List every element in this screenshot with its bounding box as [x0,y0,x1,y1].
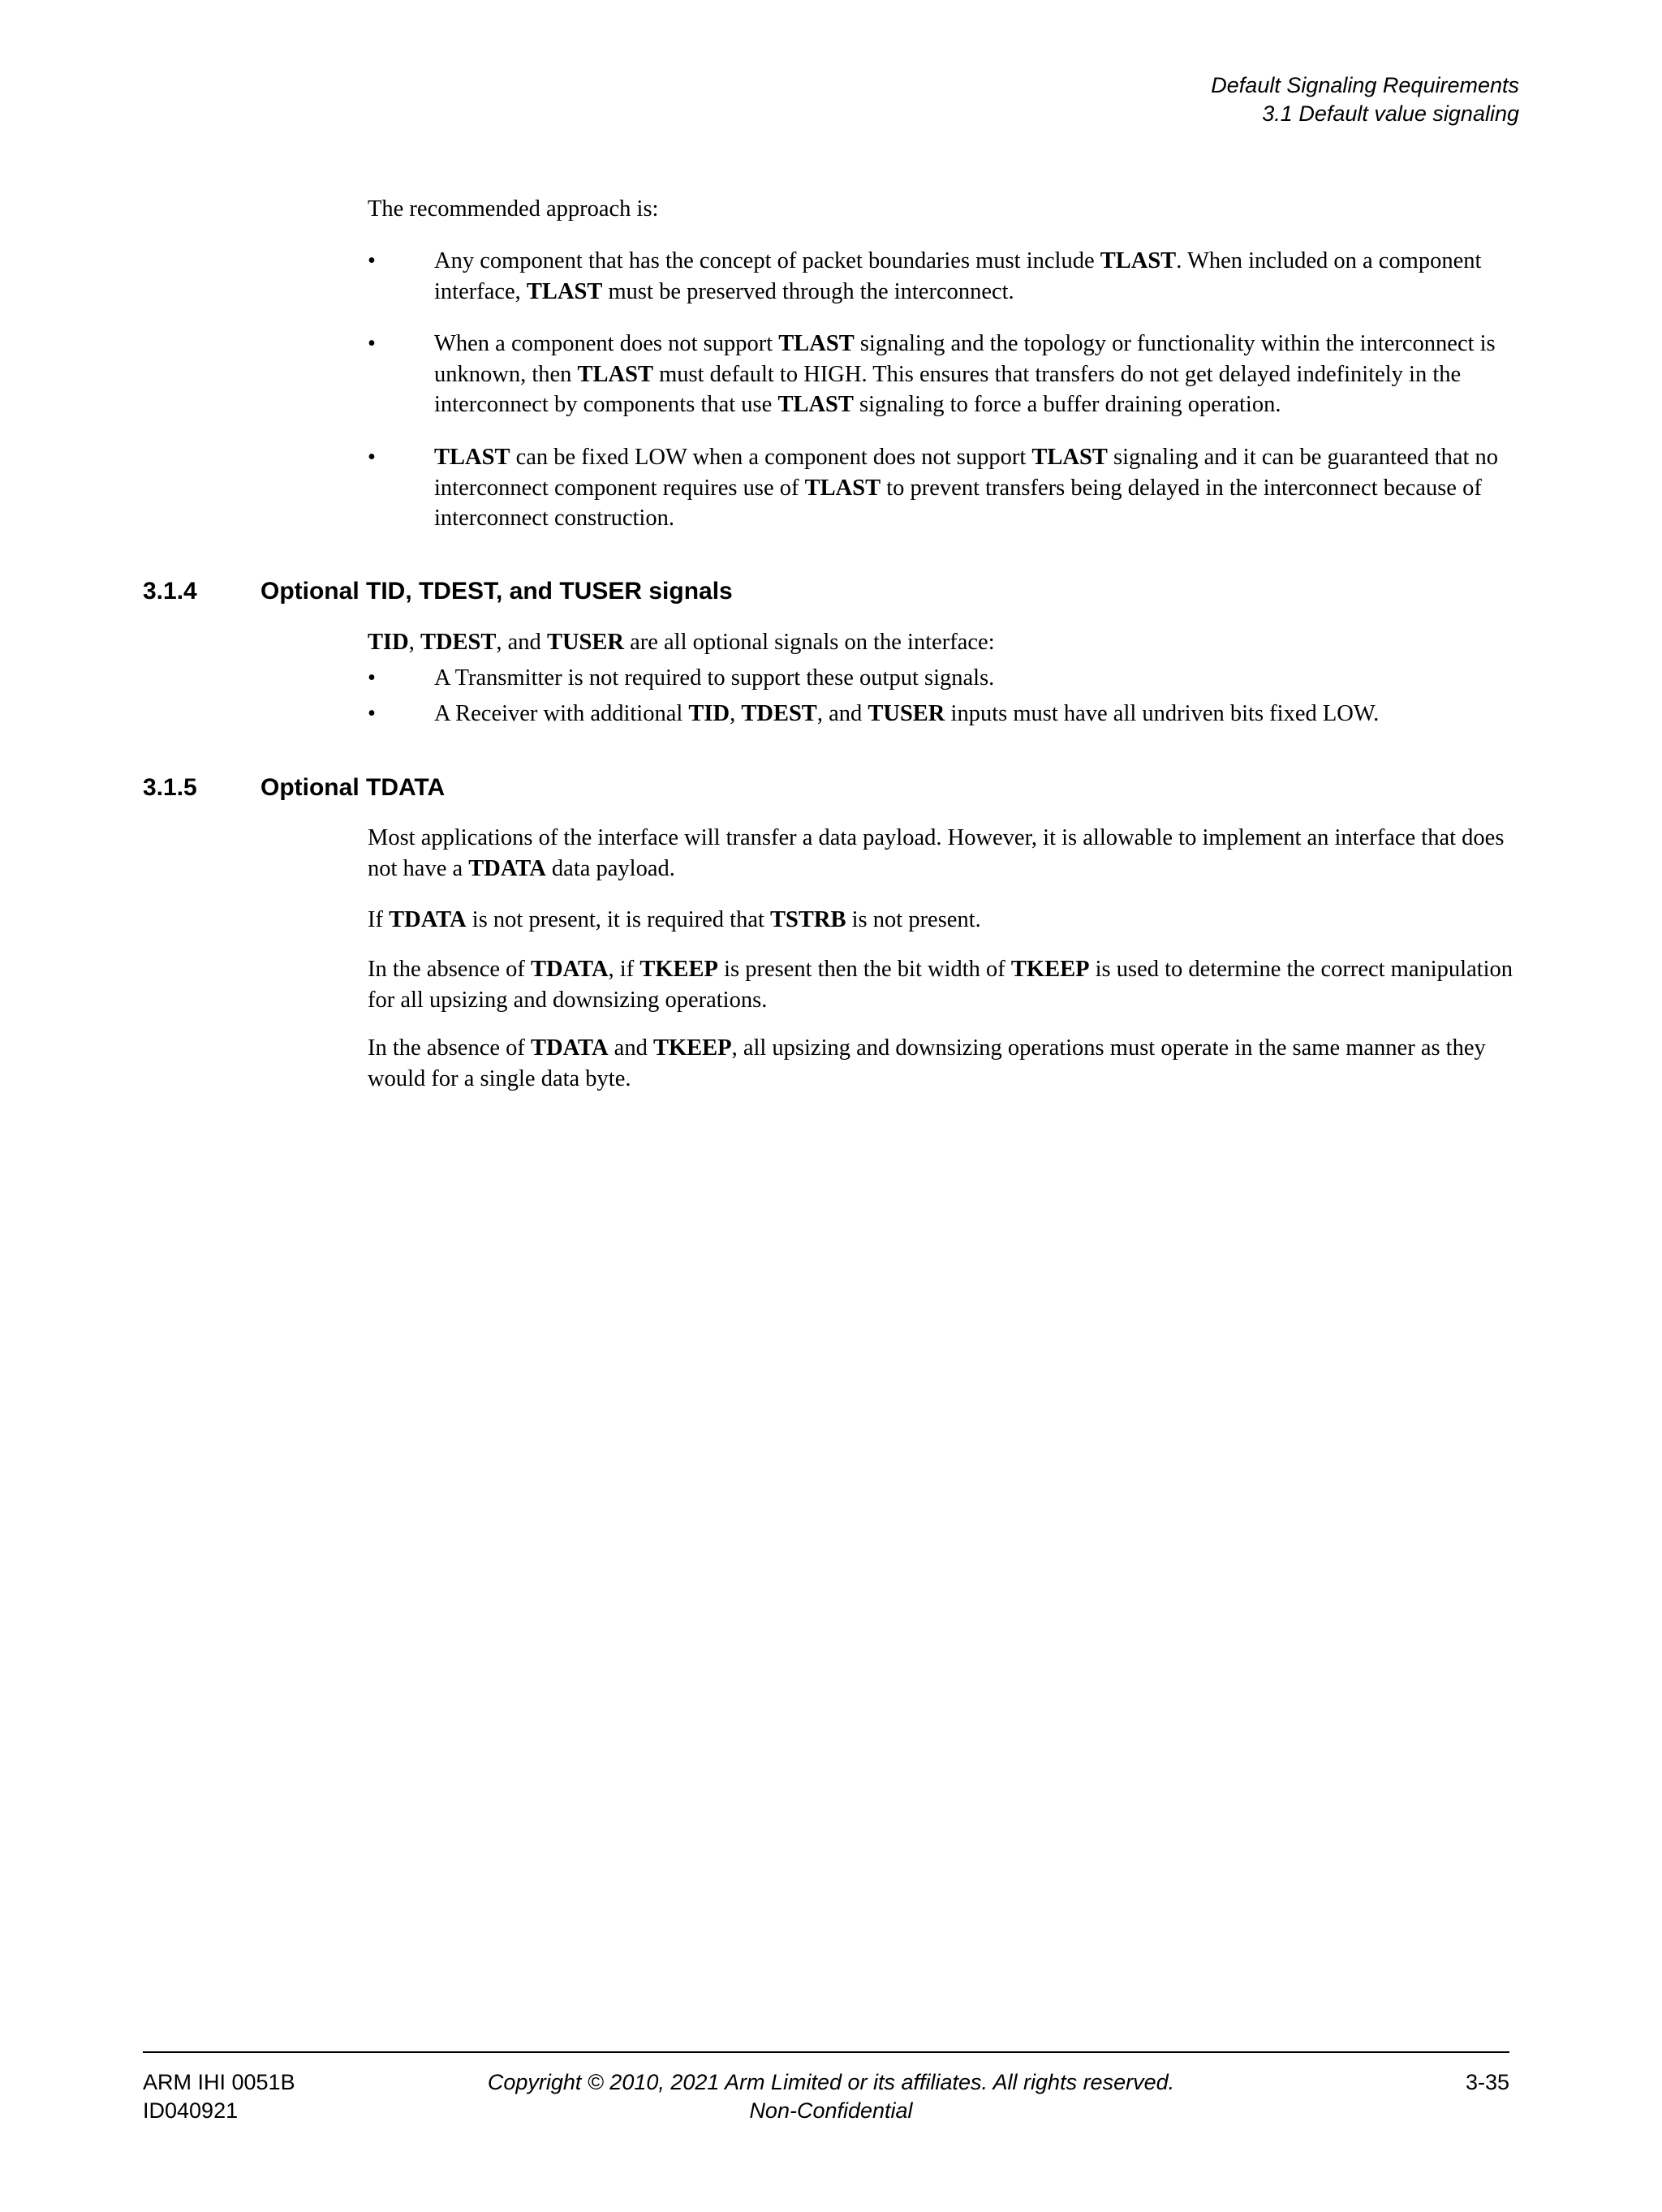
header-chapter: Default Signaling Requirements [1211,73,1519,97]
bullet-glyph: • [368,331,376,356]
footer-copyright-block [0,2068,1662,2125]
section-title: Optional TID, TDEST, and TUSER signals [260,578,733,605]
signal-name: TKEEP [652,1035,732,1061]
section-number: 3.1.5 [143,774,197,801]
signal-name: TKEEP [1010,957,1090,982]
intro-paragraph: The recommended approach is: [368,196,659,222]
signal-name: TLAST [434,445,510,470]
signal-name: TLAST [577,361,653,387]
section-lead-paragraph: TID, TDEST, and TUSER are all optional signals on the interface: [368,630,995,655]
bullet-glyph: • [368,665,376,691]
paragraph: If TDATA is not present, it is required that TSTRB is not present. [368,907,981,932]
signal-name: TKEEP [639,957,718,982]
signal-name: TLAST [526,278,603,304]
header-section: 3.1 Default value signaling [1262,101,1519,126]
paragraph: In the absence of TDATA, if TKEEP is present then the bit width of TKEEP is used to determine the correct manipulation for all upsizing and downsizing operations. [368,957,1513,1013]
signal-name: TUSER [868,701,945,726]
paragraph: In the absence of TDATA and TKEEP, all upsizing and downsizing operations must operate in the same manner as they would for a single data byte. [368,1035,1486,1091]
signal-name: TDATA [468,855,546,881]
list-item-text: TLAST can be fixed LOW when a component does not support TLAST signaling and it can be guaranteed that no interconnect component requires use of TLAST to prevent transfers being delayed in the interconnect because of interconnect construction. [434,445,1499,531]
footer-issue-id: ID040921 [143,2098,239,2123]
section-number: 3.1.4 [143,578,197,605]
footer-doc-id: ARM IHI 0051B [143,2070,295,2094]
signal-name: TLAST [778,331,855,356]
signal-name: TUSER [546,630,624,655]
footer-divider [143,2051,1509,2053]
signal-name: TLAST [804,475,881,501]
signal-name: TDATA [389,907,467,932]
list-item [368,246,1528,307]
section-heading-3-1-4 [143,576,733,607]
list-item [368,699,1528,729]
section-heading-3-1-5 [143,772,445,803]
footer-page-number: 3-35 [1465,2070,1509,2094]
running-header [1211,71,1519,128]
list-item [368,442,1528,534]
signal-name: TID [368,630,409,655]
signal-name: TLAST [1100,248,1177,273]
signal-name: TDATA [531,957,609,982]
list-item-text: Any component that has the concept of packet boundaries must include TLAST. When included on a component interface, TLAST must be preserved through the interconnect. [434,248,1482,304]
signal-name: TSTRB [770,907,846,932]
bullet-glyph: • [368,445,376,470]
signal-name: TID [688,701,730,726]
list-item [368,663,1528,694]
footer-confidentiality: Non-Confidential [749,2098,913,2123]
signal-name: TDEST [420,630,497,655]
footer-copyright: Copyright © 2010, 2021 Arm Limited or its affiliates. All rights reserved. [487,2070,1175,2094]
list-item-text: A Transmitter is not required to support these output signals. [434,665,995,691]
section-title: Optional TDATA [260,774,446,801]
bullet-glyph: • [368,248,376,273]
paragraph: Most applications of the interface will transfer a data payload. However, it is allowable to implement an interface that does not have a TDATA data payload. [368,825,1505,881]
signal-name: TDEST [741,701,817,726]
signal-name: TDATA [531,1035,609,1061]
list-item [368,329,1528,420]
bullet-glyph: • [368,701,376,726]
signal-name: TLAST [777,392,854,417]
list-item-text: A Receiver with additional TID, TDEST, and TUSER inputs must have all undriven bits fixed LOW. [434,701,1380,726]
list-item-text: When a component does not support TLAST signaling and the topology or functionality within the interconnect is unknown, then TLAST must default to HIGH. This ensures that transfers do not get delayed indefinitely in the interconnect by components that use TLAST signaling to force a buffer draining operation. [434,331,1496,417]
signal-name: TLAST [1031,445,1108,470]
